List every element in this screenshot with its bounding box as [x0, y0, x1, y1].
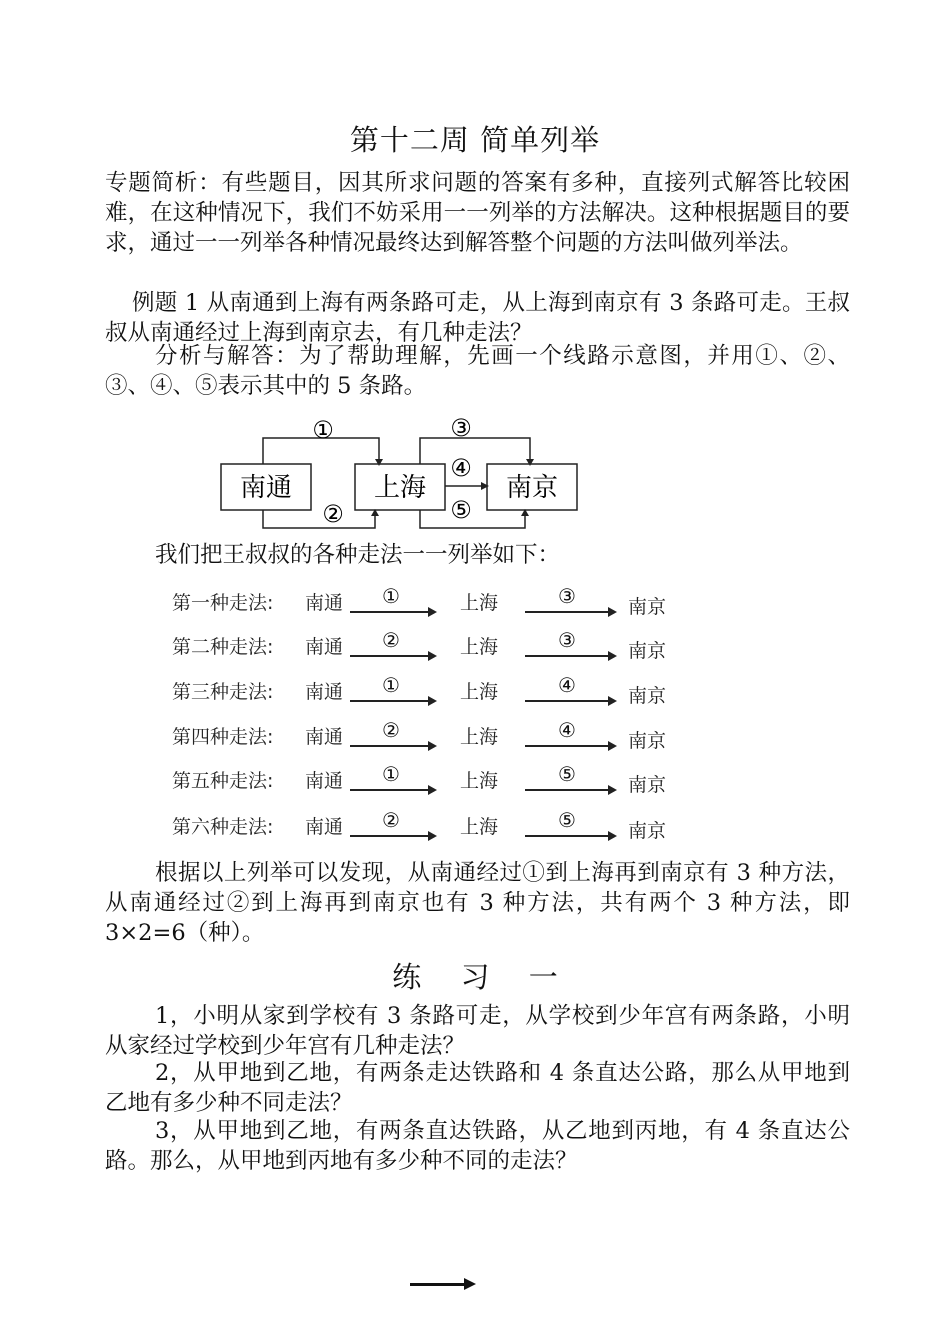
route-number-2: ④ — [558, 673, 576, 697]
route-row — [160, 802, 700, 846]
route-row — [160, 622, 700, 666]
route-mid: 上海 — [460, 816, 499, 838]
page-title: 第十二周 简单列举 — [349, 123, 601, 157]
route-arrow-1 — [350, 835, 435, 837]
example-paragraph: 例题 1 从南通到上海有两条路可走，从上海到南京有 3 条路可走。王叔叔从南通经过上海到南京去，有几种走法？ — [105, 290, 850, 346]
route-arrow-1 — [350, 745, 435, 747]
route-arrow-1 — [350, 789, 435, 791]
route-number-1: ① — [382, 584, 400, 608]
route-label: 第六种走法: — [172, 816, 274, 838]
route-number-2: ③ — [558, 628, 576, 652]
exercise-item-1: 1，小明从家到学校有 3 条路可走，从学校到少年宫有两条路，小明从家经过学校到少年宫有几种走法？ — [105, 1003, 850, 1059]
route-mid: 上海 — [460, 636, 499, 658]
route-end: 南京 — [628, 774, 667, 796]
list-intro: 我们把王叔叔的各种走法一一列举如下： — [155, 542, 561, 568]
route-row — [160, 756, 700, 800]
route-label-2: ② — [322, 500, 344, 528]
route-number-2: ⑤ — [558, 762, 576, 786]
route-mid: 上海 — [460, 726, 499, 748]
route-start: 南通 — [305, 726, 344, 748]
route-mid: 上海 — [460, 681, 499, 703]
route-label-4: ④ — [450, 454, 472, 482]
route-number-1: ② — [382, 718, 400, 742]
route-arrow-2 — [525, 745, 615, 747]
route-arrow-1 — [350, 655, 435, 657]
route-list — [160, 578, 700, 848]
route-label: 第二种走法: — [172, 636, 274, 658]
route-number-1: ① — [382, 673, 400, 697]
exercise-item-3: 3，从甲地到乙地，有两条直达铁路，从乙地到丙地，有 4 条直达公路。那么，从甲地到丙地有多少种不同的走法？ — [105, 1118, 850, 1174]
route-row — [160, 667, 700, 711]
box-label-nanjing: 南京 — [505, 473, 559, 503]
route-arrow-1 — [350, 700, 435, 702]
route-label: 第五种走法: — [172, 770, 274, 792]
route-end: 南京 — [628, 685, 667, 707]
conclusion-paragraph: 根据以上列举可以发现，从南通经过①到上海再到南京有 3 种方法，从南通经过②到上海再到南京也有 3 种方法，共有两个 3 种方法，即 3×2=6（种）。 — [105, 860, 850, 946]
route-arrow-2 — [525, 700, 615, 702]
route-mid: 上海 — [460, 770, 499, 792]
route-line-5 — [420, 510, 525, 528]
route-number-2: ⑤ — [558, 808, 576, 832]
route-line-3 — [420, 438, 530, 464]
intro-paragraph: 专题简析：有些题目，因其所求问题的答案有多种，直接列式解答比较困难，在这种情况下，我们不妨采用一一列举的方法解决。这种根据题目的要求，通过一一列举各种情况最终达到解答整个问题的方法叫做列举法。 — [105, 170, 850, 256]
route-end: 南京 — [628, 730, 667, 752]
route-start: 南通 — [305, 681, 344, 703]
next-page-arrow-icon — [410, 1283, 472, 1286]
route-start: 南通 — [305, 816, 344, 838]
route-label-3: ③ — [450, 414, 472, 442]
box-label-nantong: 南通 — [239, 473, 293, 503]
box-label-shanghai: 上海 — [373, 473, 427, 503]
route-diagram — [205, 410, 595, 535]
arrowhead-1 — [375, 459, 383, 466]
route-number-1: ① — [382, 762, 400, 786]
route-line-2 — [263, 510, 375, 528]
exercise-title: 练 习 一 — [392, 960, 558, 994]
analysis-paragraph: 分析与解答：为了帮助理解，先画一个线路示意图，并用①、②、③、④、⑤表示其中的 5 条路。 — [105, 343, 850, 399]
route-number-2: ③ — [558, 584, 576, 608]
route-end: 南京 — [628, 596, 667, 618]
route-label: 第一种走法: — [172, 592, 274, 614]
route-arrow-2 — [525, 655, 615, 657]
route-end: 南京 — [628, 640, 667, 662]
route-arrow-1 — [350, 611, 435, 613]
route-label: 第三种走法: — [172, 681, 274, 703]
route-label-1: ① — [312, 416, 334, 444]
route-mid: 上海 — [460, 592, 499, 614]
route-arrow-2 — [525, 789, 615, 791]
route-label: 第四种走法: — [172, 726, 274, 748]
route-label-5: ⑤ — [450, 496, 472, 524]
route-end: 南京 — [628, 820, 667, 842]
arrowhead-4 — [481, 482, 489, 490]
route-number-1: ② — [382, 808, 400, 832]
route-number-1: ② — [382, 628, 400, 652]
arrowhead-3 — [526, 459, 534, 466]
route-arrow-2 — [525, 835, 615, 837]
route-row — [160, 712, 700, 756]
route-arrow-2 — [525, 611, 615, 613]
route-start: 南通 — [305, 636, 344, 658]
exercise-item-2: 2，从甲地到乙地，有两条走达铁路和 4 条直达公路，那么从甲地到乙地有多少种不同走法？ — [105, 1060, 850, 1116]
route-start: 南通 — [305, 770, 344, 792]
route-row — [160, 578, 700, 622]
route-start: 南通 — [305, 592, 344, 614]
route-number-2: ④ — [558, 718, 576, 742]
